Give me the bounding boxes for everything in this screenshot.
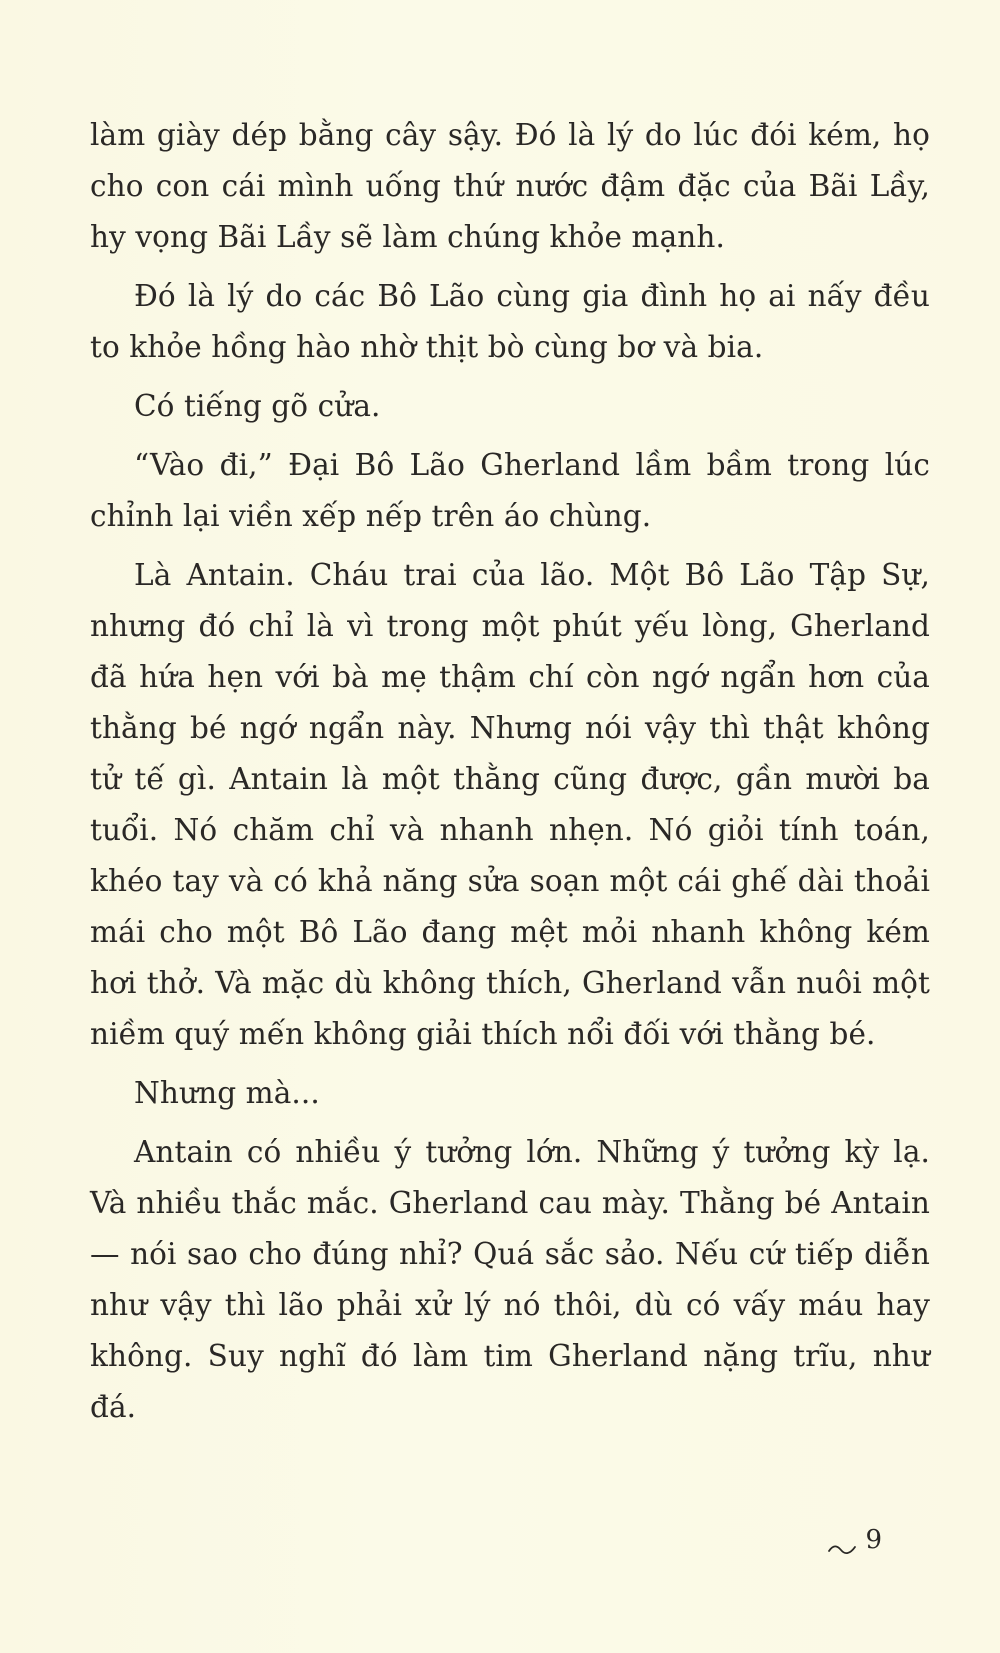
paragraph: làm giày dép bằng cây sậy. Đó là lý do lúc đói kém, họ cho con cái mình uống thứ nước đậm đặc của Bãi Lầy, hy vọng Bãi Lầy sẽ làm chúng khỏe mạnh. — [90, 118, 930, 254]
swash-ornament-icon — [827, 1533, 857, 1547]
body-text — [90, 110, 930, 1441]
page-footer — [827, 1525, 882, 1555]
paragraph: Nhưng mà... — [134, 1076, 320, 1110]
paragraph: Có tiếng gõ cửa. — [134, 389, 381, 423]
paragraph: Là Antain. Cháu trai của lão. Một Bô Lão Tập Sự, nhưng đó chỉ là vì trong một phút yếu lòng, Gherland đã hứa hẹn với bà mẹ thậm chí còn ngớ ngẩn hơn của thằng bé ngớ ngẩn này. Nhưng nói vậy thì thật không tử tế gì. Antain là một thằng cũng được, gần mười ba tuổi. Nó chăm chỉ và nhanh nhẹn. Nó giỏi tính toán, khéo tay và có khả năng sửa soạn một cái ghế dài thoải mái cho một Bô Lão đang mệt mỏi nhanh không kém hơi thở. Và mặc dù không thích, Gherland vẫn nuôi một niềm quý mến không giải thích nổi đối với thằng bé. — [90, 558, 930, 1051]
paragraph: “Vào đi,” Đại Bô Lão Gherland lầm bầm trong lúc chỉnh lại viền xếp nếp trên áo chùng. — [90, 448, 930, 533]
paragraph: Antain có nhiều ý tưởng lớn. Những ý tưởng kỳ lạ. Và nhiều thắc mắc. Gherland cau mày. Thằng bé Antain — nói sao cho đúng nhỉ? Quá sắc sảo. Nếu cứ tiếp diễn như vậy thì lão phải xử lý nó thôi, dù có vấy máu hay không. Suy nghĩ đó làm tim Gherland nặng trĩu, như đá. — [90, 1135, 930, 1424]
paragraph: Đó là lý do các Bô Lão cùng gia đình họ ai nấy đều to khỏe hồng hào nhờ thịt bò cùng bơ và bia. — [90, 279, 930, 364]
page-number: 9 — [865, 1525, 882, 1555]
